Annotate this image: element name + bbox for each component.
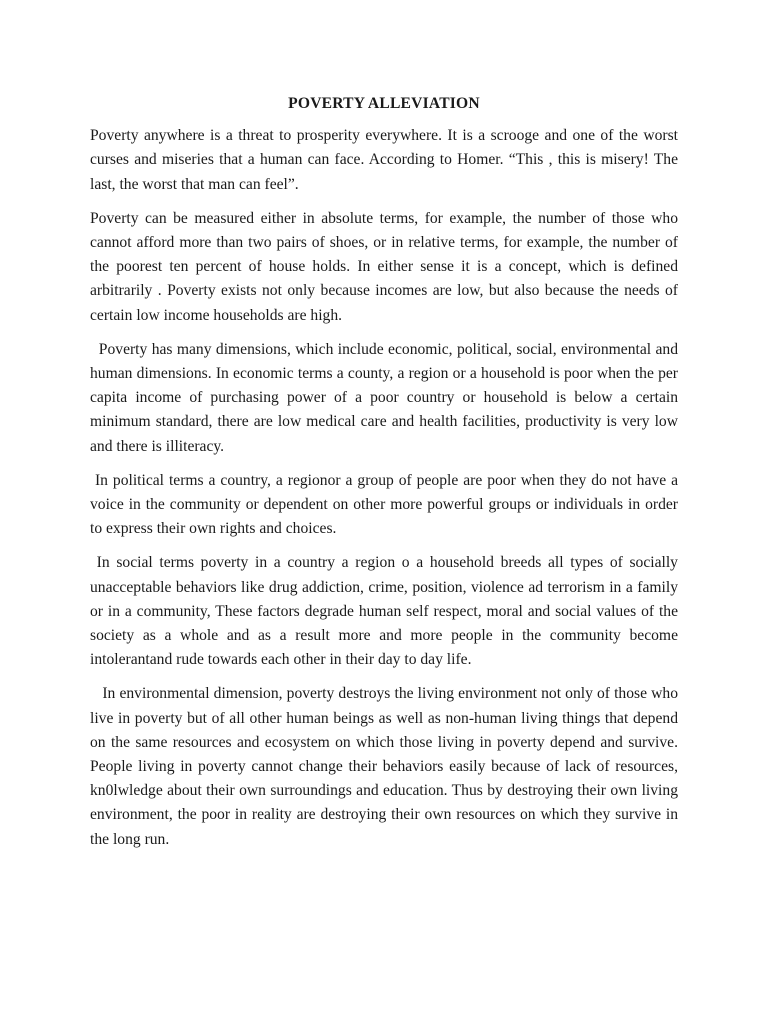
paragraph-political: In political terms a country, a regionor a group of people are poor when they do not have a voice in the community or dependent on other more powerful groups or individuals in order to express their own rights and choices. [90,471,682,538]
paragraph-environmental: In environmental dimension, poverty destroys the living environment not only of those who live in poverty but of all other human beings as well as non-human living things that depend on the same resources and ecosystem on which those living in poverty depend and survive. People living in poverty cannot change their behaviors easily because of lack of resources, kn0lwledge about their own surroundings and education. Thus by destroying their own living environment, the poor in reality are destroying their own resources on which they survive in the long run. [90,685,682,848]
paragraph-intro: Poverty anywhere is a threat to prosperity everywhere. It is a scrooge and one of the worst curses and miseries that a human can face. According to Homer. “This , this is misery! The last, the worst that man can feel”. [90,127,682,193]
paragraph-dimensions: Poverty has many dimensions, which include economic, political, social, environmental and human dimensions. In economic terms a county, a region or a household is poor when the per capita income of purchasing power of a poor country or household is below a certain minimum standard, there are low medical care and health facilities, productivity is very low and there is illiteracy. [90,340,682,455]
document-title: POVERTY ALLEVIATION [288,95,480,112]
document-body [90,92,682,862]
paragraph-social: In social terms poverty in a country a region o a household breeds all types of socially unacceptable behaviors like drug addiction, crime, position, violence ad terrorism in a family or in a community, These factors degrade human self respect, moral and social values of the society as a whole and as a result more and more people in the community become intolerantand rude towards each other in their day to day life. [90,554,682,669]
paragraph-measurement: Poverty can be measured either in absolute terms, for example, the number of those who cannot afford more than two pairs of shoes, or in relative terms, for example, the number of the poorest ten percent of house holds. In either sense it is a concept, which is defined arbitrarily . Poverty exists not only because incomes are low, but also because the needs of certain low income households are high. [90,209,682,324]
